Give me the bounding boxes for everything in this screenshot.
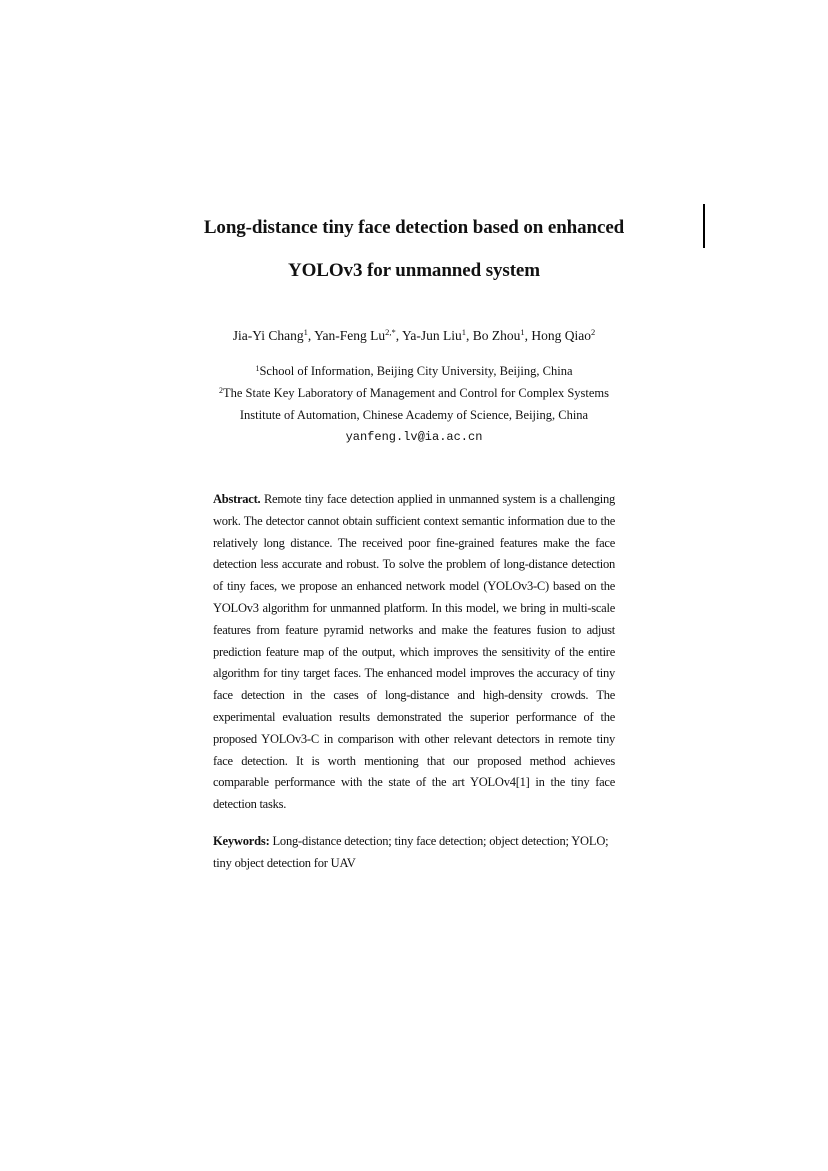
affiliation-text: Institute of Automation, Chinese Academy of Science, Beijing, China xyxy=(239,408,589,422)
affiliation-text: The State Key Laboratory of Management and Control for Complex Systems xyxy=(222,386,610,400)
author-name: Jia-Yi Chang xyxy=(232,328,304,343)
author-affiliation-mark: 2 xyxy=(591,327,596,337)
paper-title-line-1: Long-distance tiny face detection based on enhanced xyxy=(203,217,625,238)
affiliation-3 xyxy=(0,406,828,424)
author-name: Ya-Jun Liu xyxy=(401,328,462,343)
abstract xyxy=(213,489,615,816)
author-list: Jia-Yi Chang$^1$, Yan-Feng $Lu^{2,*}$, Ya-Jun Liu$^1$, Bo Zhou$^1$, Hong Qiao$^2$ xyxy=(232,327,596,343)
keywords-label: Keywords: xyxy=(213,834,270,848)
keywords-text: Long-distance detection; tiny face detection; object detection; YOLO; tiny object detection for UAV xyxy=(213,834,609,870)
author-name: Bo Zhou xyxy=(472,328,521,343)
affiliation-mark: 1 xyxy=(255,364,260,373)
affiliation-mark: 2 xyxy=(218,386,223,395)
affiliation-2 xyxy=(0,384,828,402)
author-name: Hong Qiao xyxy=(531,328,592,343)
author-name: Yan-Feng Lu xyxy=(314,328,386,343)
contact-email[interactable]: yanfeng.lv@ia.ac.cn xyxy=(345,430,483,444)
keywords xyxy=(213,831,615,874)
author-affiliation-mark: 1 xyxy=(303,327,308,337)
abstract-text: Remote tiny face detection applied in unmanned system is a challenging work. The detector cannot obtain sufficient context semantic information due to the relatively long distance. The received poor fine-grained features make the face detection less accurate and robust. To solve the problem of long-distance detection of tiny faces, we propose an enhanced network model (YOLOv3-C) based on the YOLOv3 algorithm for unmanned platform. In this model, we bring in multi-scale features from feature pyramid networks and make the features fusion to adjust prediction feature map of the output, which improves the sensitivity of the entire algorithm for tiny target faces. The enhanced model improves the accuracy of tiny face detection in the cases of long-distance and high-density crowds. The experimental evaluation results demonstrated the superior performance of the proposed YOLOv3-C in comparison with other relevant detectors in remote tiny face detection. It is worth mentioning that our proposed method achieves comparable performance with the state of the art YOLOv4[1] in the tiny face detection tasks. xyxy=(213,492,616,812)
abstract-label: Abstract. xyxy=(213,492,261,506)
affiliation-1 xyxy=(0,362,828,380)
paper-title-line-2: YOLOv3 for unmanned system xyxy=(288,260,540,281)
author-affiliation-mark: 1 xyxy=(461,327,466,337)
affiliation-text: School of Information, Beijing City University, Beijing, China xyxy=(259,364,573,378)
author-affiliation-mark: 1 xyxy=(520,327,525,337)
author-affiliation-mark: 2,* xyxy=(385,327,396,337)
